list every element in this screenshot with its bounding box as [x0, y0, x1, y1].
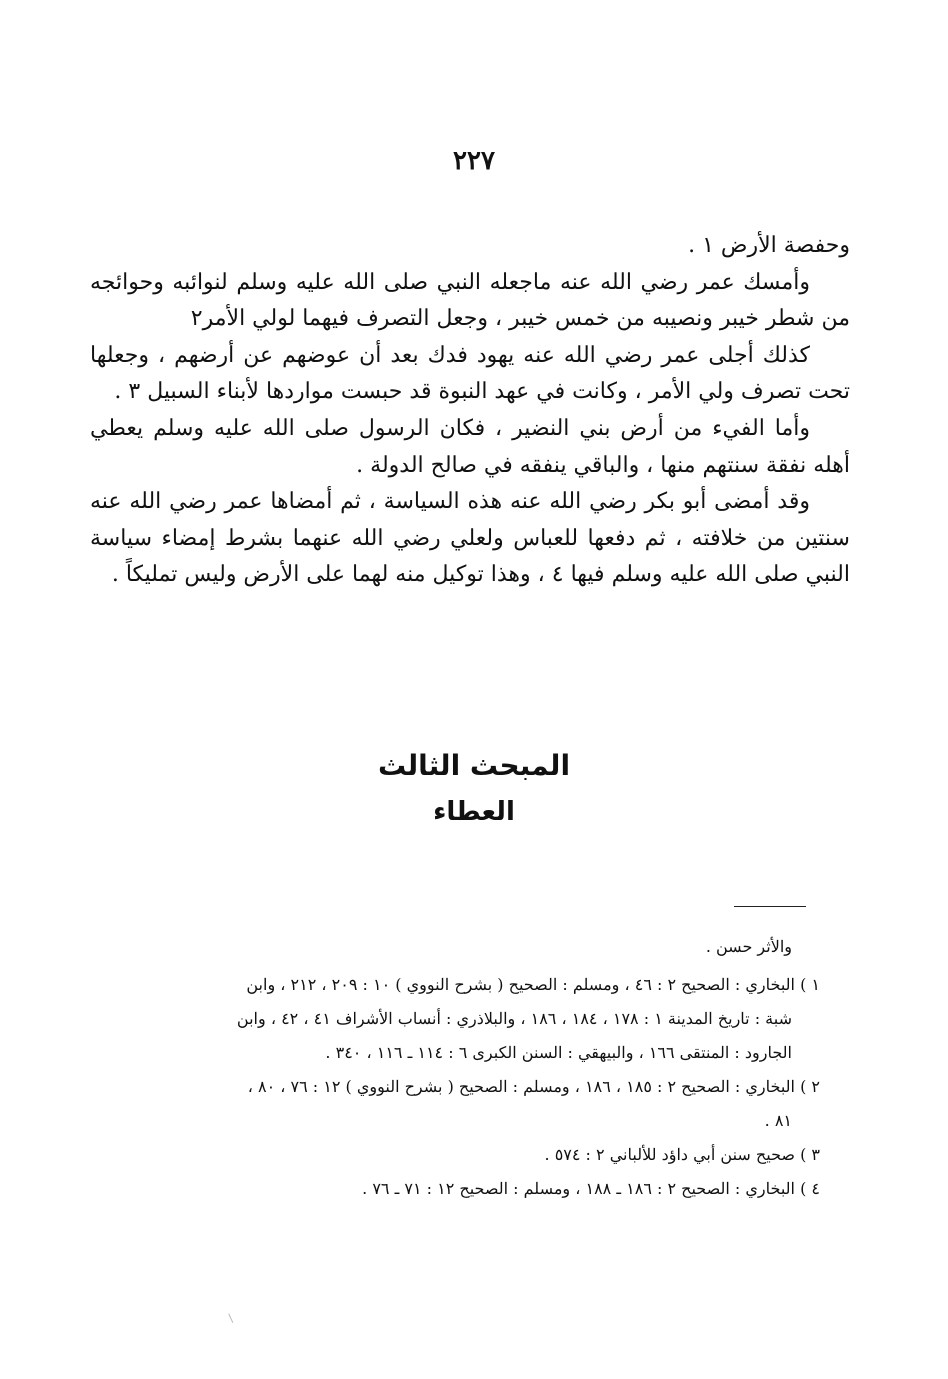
footnote-3: ٣ ) صحيح سنن أبي داؤد للألباني ٢ : ٥٧٤ . [544, 1145, 820, 1164]
footnote-1-line-1: ١ ) البخاري : الصحيح ٢ : ٤٦ ، ومسلم : الصحيح ( بشرح النووي ) ١٠ : ٢٠٩ ، ٢١٢ ، وابن [246, 975, 820, 994]
footnote-separator [734, 906, 806, 907]
section-heading: المبحث الثالث [377, 749, 571, 782]
main-text [90, 228, 850, 594]
page-number: ٢٢٧ [453, 146, 495, 176]
footnote-carryover: والأثر حسن . [705, 937, 792, 956]
paragraph-1: وحفصة الأرض ١ . [688, 233, 850, 258]
section-subheading: العطاء [433, 797, 515, 827]
footnote-2-line-1: ٢ ) البخاري : الصحيح ٢ : ١٨٥ ، ١٨٦ ، ومسلم : الصحيح ( بشرح النووي ) ١٢ : ٧٦ ، ٨٠ ، [247, 1077, 820, 1096]
footnotes [120, 930, 820, 1206]
footnote-1-line-2: شبة : تاريخ المدينة ١ : ١٧٨ ، ١٨٤ ، ١٨٦ ، والبلاذري : أنساب الأشراف ٤١ ، ٤٢ ، وابن [236, 1009, 792, 1028]
paragraph-3: كذلك أجلى عمر رضي الله عنه يهود فدك بعد أن عوضهم عن أرضهم ، وجعلها تحت تصرف ولي الأمر ، وكانت في عهد النبوة قد حبست مواردها لأبناء السبيل ٣ . [90, 342, 850, 405]
footnote-2-line-2: ٨١ . [764, 1111, 792, 1130]
section-headings [0, 742, 948, 834]
footnote-4: ٤ ) البخاري : الصحيح ٢ : ١٨٦ ـ ١٨٨ ، ومسلم : الصحيح ١٢ : ٧١ ـ ٧٦ . [362, 1179, 820, 1198]
paragraph-5: وقد أمضى أبو بكر رضي الله عنه هذه السياسة ، ثم أمضاها عمر رضي الله عنه سنتين من خلافته ، ثم دفعها للعباس ولعلي رضي الله عنهما بشرط إمضاء سياسة النبي صلى الله عليه وسلم فيها ٤ ، وهذا توكيل منه لهما على الأرض وليس تمليكاً . [90, 489, 850, 588]
paragraph-2: وأمسك عمر رضي الله عنه ماجعله النبي صلى الله عليه وسلم لنوائبه وحوائجه من شطر خيبر ونصيبه من خمس خيبر ، وجعل التصرف فيهما لولي الأمر٢ [90, 269, 850, 332]
scan-speck [228, 1311, 239, 1323]
paragraph-4: وأما الفيء من أرض بني النضير ، فكان الرسول صلى الله عليه وسلم يعطي أهله نفقة سنتهم منها ، والباقي ينفقه في صالح الدولة . [90, 415, 850, 478]
footnote-1-line-3: الجارود : المنتقى ١٦٦ ، والبيهقي : السنن الكبرى ٦ : ١١٤ ـ ١١٦ ، ٣٤٠ . [325, 1043, 792, 1062]
